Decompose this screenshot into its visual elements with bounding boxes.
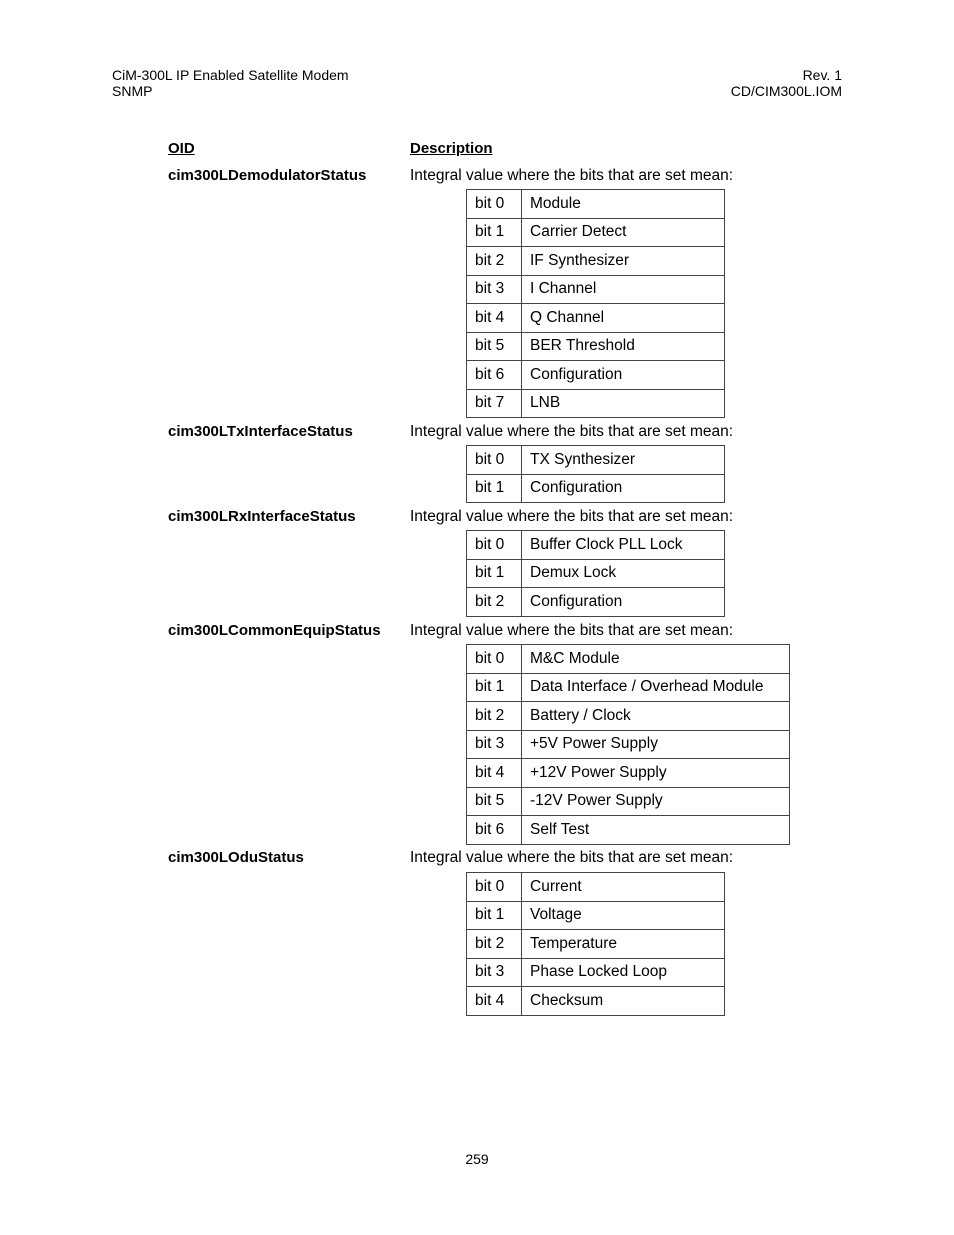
bit-meaning: Module bbox=[522, 190, 725, 219]
bit-number: bit 1 bbox=[467, 673, 522, 702]
document-id: CD/CIM300L.IOM bbox=[730, 83, 842, 99]
table-row bbox=[467, 531, 725, 560]
bit-meaning: +5V Power Supply bbox=[522, 730, 790, 759]
table-row bbox=[467, 987, 725, 1016]
table-row bbox=[467, 218, 725, 247]
bit-number: bit 2 bbox=[467, 247, 522, 276]
running-header-left bbox=[112, 67, 349, 99]
bit-number: bit 3 bbox=[467, 958, 522, 987]
running-header-right bbox=[600, 67, 842, 99]
table-row bbox=[467, 816, 790, 845]
table-row bbox=[467, 673, 790, 702]
table-row bbox=[467, 901, 725, 930]
bit-number: bit 6 bbox=[467, 816, 522, 845]
bit-number: bit 4 bbox=[467, 304, 522, 333]
bit-meaning: Q Channel bbox=[522, 304, 725, 333]
table-row bbox=[467, 787, 790, 816]
bit-number: bit 2 bbox=[467, 930, 522, 959]
bit-number: bit 4 bbox=[467, 987, 522, 1016]
bit-meaning: Buffer Clock PLL Lock bbox=[522, 531, 725, 560]
oid-column-heading: OID bbox=[168, 140, 195, 157]
bit-meaning: Demux Lock bbox=[522, 559, 725, 588]
bit-table bbox=[466, 530, 725, 617]
bit-meaning: Current bbox=[522, 873, 725, 902]
document-title: CiM-300L IP Enabled Satellite Modem bbox=[112, 67, 349, 83]
table-row bbox=[467, 190, 725, 219]
table-row bbox=[467, 702, 790, 731]
bit-number: bit 3 bbox=[467, 275, 522, 304]
bit-number: bit 4 bbox=[467, 759, 522, 788]
table-row bbox=[467, 304, 725, 333]
table-row bbox=[467, 474, 725, 503]
bit-table bbox=[466, 644, 790, 845]
bit-number: bit 0 bbox=[467, 873, 522, 902]
table-row bbox=[467, 645, 790, 674]
oid-description: Integral value where the bits that are set mean: bbox=[410, 622, 734, 639]
bit-meaning: +12V Power Supply bbox=[522, 759, 790, 788]
bit-table bbox=[466, 872, 725, 1016]
oid-description: Integral value where the bits that are set mean: bbox=[410, 508, 734, 525]
bit-number: bit 1 bbox=[467, 218, 522, 247]
bit-meaning: -12V Power Supply bbox=[522, 787, 790, 816]
bit-meaning: Phase Locked Loop bbox=[522, 958, 725, 987]
oid-description: Integral value where the bits that are set mean: bbox=[410, 423, 734, 440]
oid-description: Integral value where the bits that are set mean: bbox=[410, 849, 734, 866]
bit-number: bit 5 bbox=[467, 787, 522, 816]
bit-meaning: Checksum bbox=[522, 987, 725, 1016]
bit-number: bit 2 bbox=[467, 702, 522, 731]
table-row bbox=[467, 588, 725, 617]
table-row bbox=[467, 930, 725, 959]
bit-number: bit 6 bbox=[467, 361, 522, 390]
bit-number: bit 0 bbox=[467, 190, 522, 219]
bit-meaning: LNB bbox=[522, 389, 725, 418]
page-number: 259 bbox=[465, 1151, 489, 1167]
bit-number: bit 1 bbox=[467, 901, 522, 930]
bit-number: bit 3 bbox=[467, 730, 522, 759]
table-row bbox=[467, 389, 725, 418]
section-name: SNMP bbox=[112, 83, 153, 99]
oid-description: Integral value where the bits that are set mean: bbox=[410, 167, 734, 184]
bit-table bbox=[466, 189, 725, 418]
bit-meaning: Configuration bbox=[522, 588, 725, 617]
table-row bbox=[467, 559, 725, 588]
table-row bbox=[467, 247, 725, 276]
bit-number: bit 2 bbox=[467, 588, 522, 617]
bit-number: bit 0 bbox=[467, 645, 522, 674]
oid-name: cim300LDemodulatorStatus bbox=[168, 167, 367, 184]
oid-name: cim300LCommonEquipStatus bbox=[168, 622, 381, 639]
bit-number: bit 7 bbox=[467, 389, 522, 418]
bit-meaning: TX Synthesizer bbox=[522, 446, 725, 475]
bit-meaning: Self Test bbox=[522, 816, 790, 845]
bit-meaning: Configuration bbox=[522, 361, 725, 390]
bit-meaning: M&C Module bbox=[522, 645, 790, 674]
bit-meaning: Voltage bbox=[522, 901, 725, 930]
bit-meaning: I Channel bbox=[522, 275, 725, 304]
oid-name: cim300LOduStatus bbox=[168, 849, 304, 866]
bit-number: bit 1 bbox=[467, 474, 522, 503]
oid-name: cim300LTxInterfaceStatus bbox=[168, 423, 353, 440]
table-row bbox=[467, 361, 725, 390]
table-row bbox=[467, 446, 725, 475]
bit-meaning: Battery / Clock bbox=[522, 702, 790, 731]
oid-name: cim300LRxInterfaceStatus bbox=[168, 508, 356, 525]
revision: Rev. 1 bbox=[802, 67, 842, 83]
bit-meaning: Carrier Detect bbox=[522, 218, 725, 247]
bit-table bbox=[466, 445, 725, 503]
table-row bbox=[467, 759, 790, 788]
table-row bbox=[467, 958, 725, 987]
table-row bbox=[467, 873, 725, 902]
bit-meaning: BER Threshold bbox=[522, 332, 725, 361]
bit-meaning: IF Synthesizer bbox=[522, 247, 725, 276]
table-row bbox=[467, 332, 725, 361]
bit-meaning: Data Interface / Overhead Module bbox=[522, 673, 790, 702]
bit-meaning: Temperature bbox=[522, 930, 725, 959]
bit-number: bit 0 bbox=[467, 531, 522, 560]
table-row bbox=[467, 275, 725, 304]
bit-number: bit 1 bbox=[467, 559, 522, 588]
table-row bbox=[467, 730, 790, 759]
bit-number: bit 5 bbox=[467, 332, 522, 361]
description-column-heading: Description bbox=[410, 140, 493, 157]
bit-number: bit 0 bbox=[467, 446, 522, 475]
bit-meaning: Configuration bbox=[522, 474, 725, 503]
